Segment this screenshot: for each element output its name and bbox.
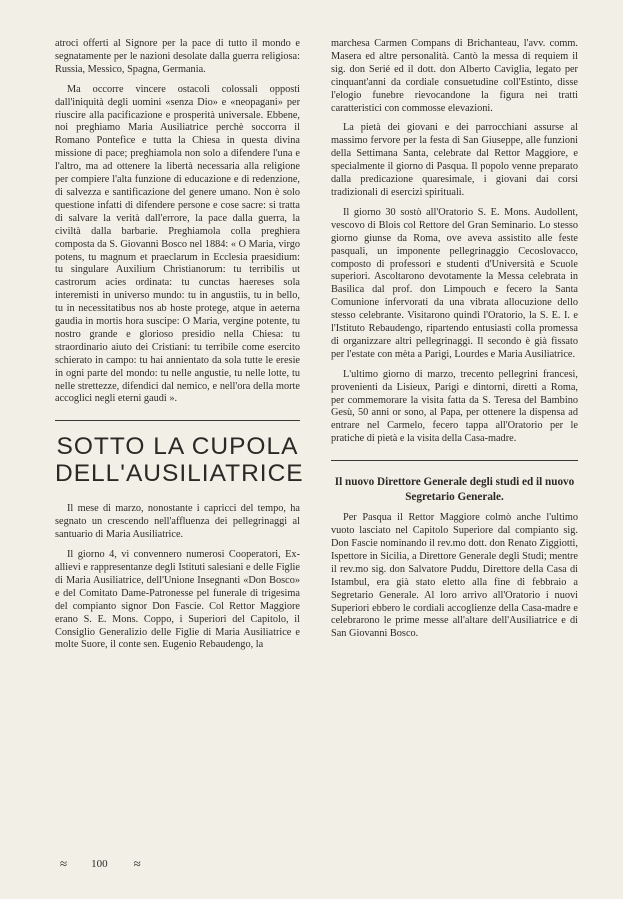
- right-paragraph-1: marchesa Carmen Compans di Brichanteau, l'avv. comm. Masera ed altre personalità. Cantò la messa di requiem il sig. don Serié ed il dott. don Alberto Caviglia, legato per cinquant'anni da cordiale consuetudine coll'Estinto, disse l'elogio funebre rievocandone la figura nei tratti caratteristici con commosse elevazioni.: [331, 38, 578, 114]
- left-column: [55, 38, 304, 659]
- right-paragraph-5: Per Pasqua il Rettor Maggiore colmò anche l'ultimo vuoto lasciato nel Capitolo Superiore dal compianto sig. Don Fascie nominando il rev.mo dott. don Renato Ziggiotti, Ispettore in Sicilia, a Direttore Generale degli Studi; mentre il rev.mo sig. don Salvatore Puddu, Direttore della Casa di Istambul, era già stato eletto alla fine di febbraio a Segretario Generale. Al loro arrivo all'Oratorio i nuovi Superiori ebbero le cordiali accoglienze della Casa-madre e celebrarono le prime messe all'altare dell'Ausiliatrice e di San Giovanni Bosco.: [331, 512, 578, 640]
- section-title-line-1: SOTTO LA CUPOLA: [56, 433, 299, 461]
- footer-ornament-right: ≈: [133, 856, 139, 871]
- footer-ornament-left: ≈: [60, 856, 66, 871]
- left-paragraph-4: Il giorno 4, vi convennero numerosi Cooperatori, Ex-allievi e rappresentanze degli Istituti salesiani e delle Figlie di Maria Ausiliatrice, dell'Unione Insegnanti «Don Bosco» e del Comitato Dame-Patronesse pel funerale di trigesima del compianto signor Don Fascie. Col Rettor Maggiore erano S. E. Mons. Coppo, i Superiori del Capitolo, il Consiglio Generalizio delle Figlie di Maria Ausiliatrice e molte Suore, il conte sen. Eugenio Rebaudengo, la: [55, 549, 300, 651]
- page-number: 100: [91, 858, 108, 870]
- right-column: [331, 38, 578, 648]
- section-divider: [55, 420, 300, 421]
- left-paragraph-1: atroci offerti al Signore per la pace di tutto il mondo e segnatamente per le nazioni desolate dalla guerra religiosa: Russia, Messico, Spagna, Germania.: [55, 38, 300, 75]
- right-paragraph-2: La pietà dei giovani e dei parrocchiani assurse al massimo fervore per la festa di San Giuseppe, alle funzioni della Settimana Santa, celebrate dal Rettor Maggiore, e specialmente il giorno di Pasqua. Il popolo venne preparato dalla predicazione quaresimale, i giovani dai corsi tradizionali di esercizi spirituali.: [331, 122, 578, 198]
- left-paragraph-3: Il mese di marzo, nonostante i capricci del tempo, ha segnato un crescendo nell'affluenza dei pellegrinaggi al santuario di Maria Ausiliatrice.: [55, 503, 300, 541]
- right-paragraph-3: Il giorno 30 sostò all'Oratorio S. E. Mons. Audollent, vescovo di Blois col Rettore del Gran Seminario. Lo stesso giorno giunse da Roma, ove aveva assistito alle feste pasquali, un imponente pellegrinaggio Cecoslovacco, composto di professori e studenti d'Università e Scuole superiori. Ascoltarono devotamente la Messa celebrata in Basilica dal prof. don Limpouch e fecero la Santa Comunione infervorati da una vibrata allocuzione dello stesso celebrante. Visitarono quindi l'Oratorio, la S. E. I. e l'Istituto Rebaudengo, ripartendo entusiasti colla promessa di organizzare altri pellegrinaggi. Il secondo è già fissato per l'estate con mèta a Parigi, Lourdes e Maria Ausiliatrice.: [331, 206, 578, 360]
- right-paragraph-4: L'ultimo giorno di marzo, trecento pellegrini francesi, provenienti da Lisieux, Parigi e dintorni, diretti a Roma, per commemorare la visita fatta da S. Teresa del Bambino Gesù, 50 anni or sono, al Papa, per ottenere la dispensa ad entrare nel Carmelo, fecero tappa all'Oratorio per le pratiche di pietà e la visita della Casa-madre.: [331, 368, 578, 445]
- page-footer: [60, 856, 139, 872]
- left-paragraph-2: Ma occorre vincere ostacoli colossali opposti dall'iniquità degli uomini «senza Dio» e «neopagani» per riuscire alla pacificazione e prosperità universale. Ebbene, noi preghiamo Maria Ausiliatrice perchè soccorra il Romano Pontefice e tutta la Chiesa in questa divina missione di pace; preghiamola non solo a difendere l'una e l'altro, ma ad ottenere la libertà necessaria alla religione per compiere l'alta funzione di educazione e di redenzione, di salvezza e santificazione del genere umano. Non è solo questione infatti di difendere persone e cose sacre: si tratta di salvare la verità dall'errore, la pace dalla guerra, la civiltà dalla barbarie. Preghiamola colla preghiera composta da S. Giovanni Bosco nel 1884: « O Maria, virgo potens, tu magnum et praeclarum in Ecclesia praesidium: tu singulare Auxilium Christianorum: tu terribilis ut castrorum acies ordinata: tu cunctas haereses sola interemisti in universo mundo: tu in angustiis, tu in bello, tu in necessitatibus nos ab hoste protege, atque in aeterna gaudia in mortis hora suscipe: O Maria, vergine potente, tu nostro grande e glorioso presidio nella Chiesa: tu straordinario aiuto dei Cristiani: tu terribile come esercito schierato in campo: tu hai annientato da sola tutte le eresie in ogni parte del mondo: tu nelle angustie, tu nelle lotte, tu nelle strettezze, difendici dal nemico, e nell'ora della morte accoglici negli eterni gaudi ».: [55, 83, 300, 405]
- right-divider: [331, 460, 578, 461]
- section-title: [55, 433, 304, 488]
- subsection-title: Il nuovo Direttore Generale degli studi ed il nuovo Segretario Generale.: [334, 476, 575, 503]
- section-title-line-2: DELL'AUSILIATRICE: [55, 460, 304, 488]
